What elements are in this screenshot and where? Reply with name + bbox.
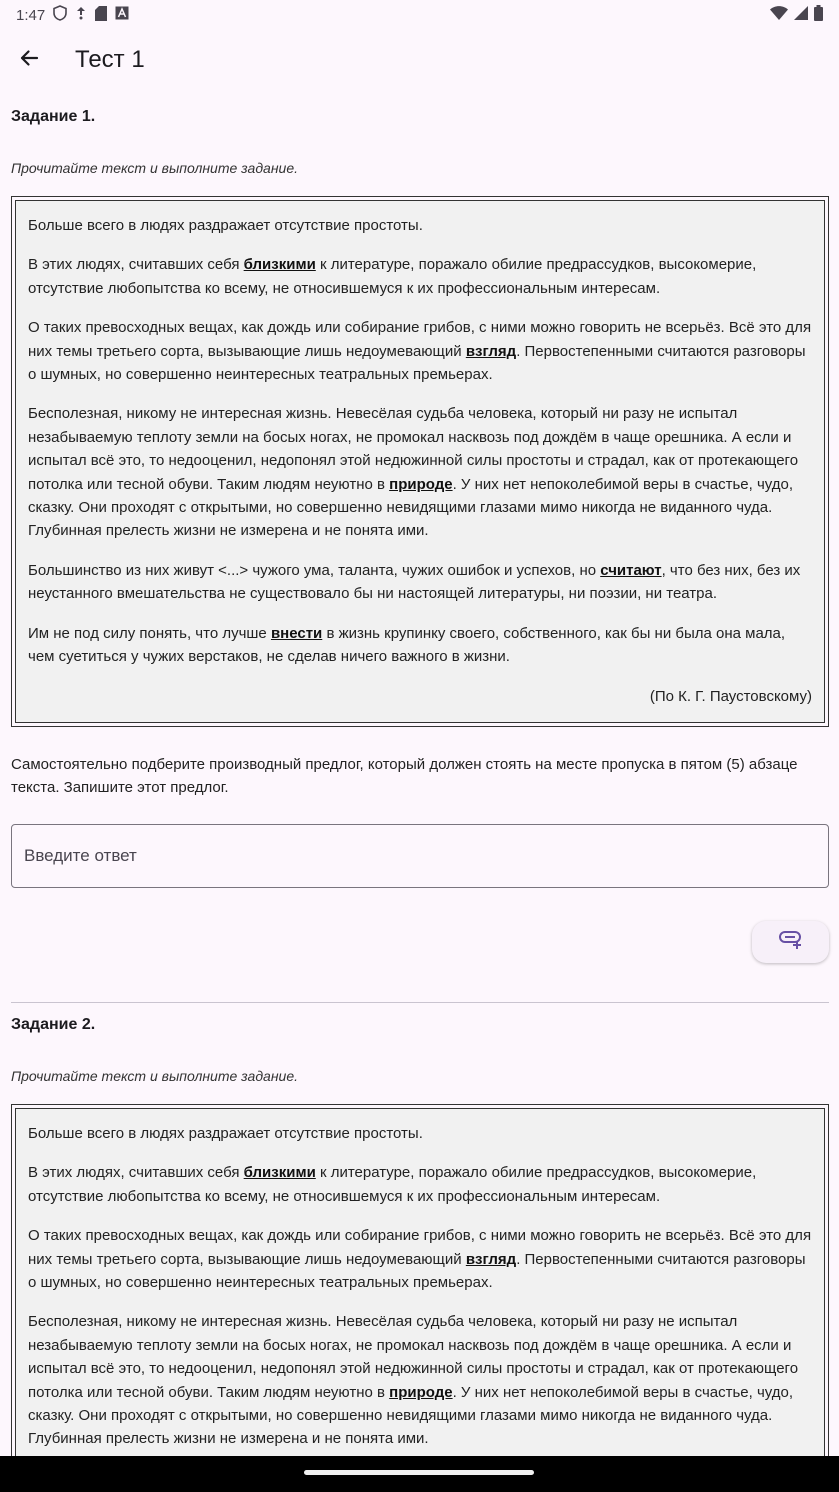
status-time: 1:47	[16, 6, 46, 24]
reading-text-box	[11, 196, 829, 727]
text-paragraph: Бесполезная, никому не интересная жизнь. Невесёлая судьба человека, который ни разу не испытал незабываемую теплоту земли на босых ногах, не промокал насквозь под дождём в чаще орешника. А если и испытал всё это, то недооценил, недопонял этой недюжинной силы простоты и страдал, как от протекающего потолка или тесной обуви. Таким людям неуютно в природе. У них нет непоколебимой веры в счастье, чудо, сказку. Они проходят с открытыми, но совершенно невидящими глазами мимо никогда не виданного чуда. Глубинная прелесть жизни не измерена и не понята ими.	[28, 1313, 799, 1448]
text-paragraph: Больше всего в людях раздражает отсутствие простоты.	[28, 217, 423, 234]
gesture-handle[interactable]	[304, 1470, 534, 1475]
text-paragraph: Бесполезная, никому не интересная жизнь. Невесёлая судьба человека, который ни разу не испытал незабываемую теплоту земли на босых ногах, не промокал насквозь под дождём в чаще орешника. А если и испытал всё это, то недооценил, недопонял этой недюжинной силы простоты и страдал, как от протекающего потолка или тесной обуви. Таким людям неуютно в природе. У них нет непоколебимой веры в счастье, чудо, сказку. Они проходят с открытыми, но совершенно невидящими глазами мимо никогда не виданного чуда. Глубинная прелесть жизни не измерена и не понята ими.	[28, 405, 799, 540]
answer-input[interactable]	[11, 824, 829, 888]
test-content[interactable]	[0, 90, 839, 1456]
system-navigation-bar	[0, 1456, 839, 1492]
text-paragraph: В этих людях, считавших себя близкими к литературе, поражало обилие предрассудков, высокомерие, отсутствие любопытства ко всему, не относившемуся к их профессиональным интересам.	[28, 1164, 757, 1205]
highlighted-word: взгляд	[465, 342, 517, 360]
text-paragraph: Больше всего в людях раздражает отсутствие простоты.	[28, 1125, 423, 1142]
task-heading: Задание 2.	[11, 1016, 96, 1033]
highlighted-word: взгляд	[465, 1250, 517, 1268]
check-answer-icon[interactable]	[778, 930, 804, 955]
font-a-icon	[115, 6, 129, 24]
task-question: Самостоятельно подберите производный предлог, который должен стоять на месте пропуска в пятом (5) абзаце текста. Запишите этот предлог.	[11, 756, 798, 797]
text-paragraph: О таких превосходных вещах, как дождь или собирание грибов, с ними можно говорить не всерьёз. Всё это для них темы третьего сорта, вызывающие лишь недоумевающий взгляд. Первостепенными считаются разговоры о шумных, но совершенно неинтересных театральных премьерах.	[28, 1227, 812, 1292]
wifi-icon	[770, 6, 788, 24]
reading-text-box	[11, 1104, 829, 1456]
battery-icon	[814, 5, 823, 25]
task-heading: Задание 1.	[11, 108, 96, 125]
text-paragraph: В этих людях, считавших себя близкими к литературе, поражало обилие предрассудков, высокомерие, отсутствие любопытства ко всему, не относившемуся к их профессиональным интересам.	[28, 256, 757, 297]
highlighted-word: природе	[389, 475, 453, 493]
text-paragraph: Большинство из них живут <...> чужого ума, таланта, чужих ошибок и успехов, но считают, что без них, без их неустанного вмешательства не существовало бы ни настоящей литературы, ни поэзии, ни театра.	[28, 561, 801, 603]
highlighted-word: близкими	[243, 256, 316, 274]
highlighted-word: внести	[270, 624, 323, 642]
sd-card-icon	[95, 6, 107, 25]
shield-icon	[53, 5, 67, 25]
task-instruction: Прочитайте текст и выполните задание.	[11, 160, 299, 176]
highlighted-word: считают	[600, 561, 662, 579]
cellular-icon	[794, 6, 808, 24]
check-answer-button[interactable]	[752, 921, 829, 963]
arrow-back-icon[interactable]	[19, 48, 39, 73]
text-paragraph: Им не под силу понять, что лучше внести в жизнь крупинку своего, собственного, как бы ни была она мала, чем суетиться у чужих верстаков, не сделав ничего важного в жизни.	[28, 624, 786, 666]
status-bar	[0, 0, 839, 30]
text-paragraph: О таких превосходных вещах, как дождь или собирание грибов, с ними можно говорить не всерьёз. Всё это для них темы третьего сорта, вызывающие лишь недоумевающий взгляд. Первостепенными считаются разговоры о шумных, но совершенно неинтересных театральных премьерах.	[28, 319, 812, 384]
highlighted-word: близкими	[243, 1164, 316, 1182]
text-author: (По К. Г. Паустовскому)	[649, 687, 812, 705]
back-button[interactable]	[0, 30, 58, 90]
task-divider	[11, 1002, 829, 1003]
task-instruction: Прочитайте текст и выполните задание.	[11, 1068, 299, 1084]
page-title: Тест 1	[75, 46, 145, 73]
sync-icon	[75, 6, 87, 24]
app-bar	[0, 30, 839, 90]
highlighted-word: природе	[389, 1383, 453, 1401]
